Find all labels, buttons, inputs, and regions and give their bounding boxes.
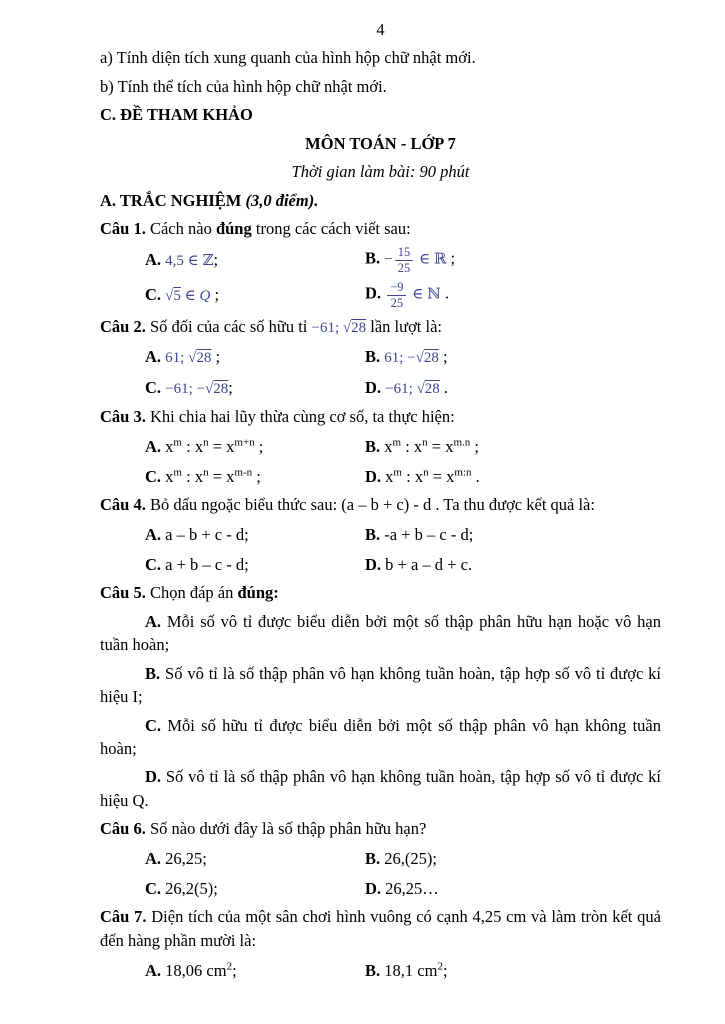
exam-title xyxy=(100,132,661,155)
text-run: 4 xyxy=(376,20,385,39)
text-run: b) Tính thể tích của hình hộp chữ nhật mới. xyxy=(100,76,387,96)
text-run: 26,25… xyxy=(385,879,439,899)
text-run: D. xyxy=(365,283,386,303)
math-sqrt xyxy=(343,320,366,336)
radicand: 28 xyxy=(423,350,439,367)
text-run: C. xyxy=(145,284,166,304)
radicand: 28 xyxy=(424,380,440,397)
text-run: D. xyxy=(365,377,386,397)
q1-options-cd xyxy=(100,280,661,310)
text-run: 18,06 cm xyxy=(165,960,227,980)
option-left xyxy=(145,465,365,488)
text-run: 61; xyxy=(165,350,189,367)
text-run: x xyxy=(165,436,174,456)
text-run: a – b + c - d; xyxy=(165,525,249,545)
text-run: C. xyxy=(145,555,166,574)
option-left xyxy=(145,345,365,369)
superscript: n xyxy=(203,466,209,479)
text-run: . xyxy=(440,283,450,303)
item-b xyxy=(100,75,661,98)
text-run: Thời gian làm bài: 90 phút xyxy=(291,162,470,182)
text-run: B. xyxy=(365,960,385,980)
question-7 xyxy=(100,905,661,952)
text-run: ∈ xyxy=(180,287,200,304)
q2-options-ab xyxy=(100,344,661,369)
text-run: a) Tính diện tích xung quanh của hình hộp chữ nhật mới. xyxy=(100,48,476,68)
fraction-numerator: 15 xyxy=(395,245,414,260)
text-run: Mỗi số hữu tỉ được biểu diễn bởi một số thập phân vô hạn không tuần hoàn; xyxy=(100,715,661,758)
superscript: m.n xyxy=(453,436,471,449)
option-left xyxy=(145,283,365,307)
text-run: Số vô tỉ là số thập phân vô hạn không tuần hoàn, tập hợp số vô tỉ được kí hiệu Q. xyxy=(100,767,661,810)
text-run: đúng: xyxy=(237,583,279,603)
text-run: Diện tích của một sân chơi hình vuông có cạnh 4,25 cm và làm tròn kết quả đến hàng phần mười là: xyxy=(100,907,661,950)
text-run: 26,2(5); xyxy=(165,879,218,899)
text-run: Số đối của các số hữu tỉ xyxy=(145,316,312,336)
text-run: A. TRẮC NGHIỆM xyxy=(100,190,246,210)
text-run: 26,(25); xyxy=(384,849,437,869)
text-run: MÔN TOÁN - LỚP 7 xyxy=(305,133,456,153)
superscript: 2 xyxy=(437,960,443,973)
superscript: n xyxy=(423,466,429,479)
text-run: ; xyxy=(254,436,264,456)
option-left xyxy=(145,376,365,400)
math-sqrt xyxy=(417,381,440,397)
text-run: Câu 1. xyxy=(100,218,146,238)
text-run: Câu 2. xyxy=(100,316,146,336)
text-run: ; xyxy=(442,960,448,980)
text-run: lần lượt là: xyxy=(366,316,443,336)
text-run: x xyxy=(165,466,174,486)
superscript: m:n xyxy=(454,466,472,479)
option-left xyxy=(145,523,365,546)
text-run: − xyxy=(384,252,393,269)
text-run: ; xyxy=(213,250,219,270)
text-run: 61; − xyxy=(384,350,416,367)
text-run: ; xyxy=(228,377,233,397)
text-run: x xyxy=(384,436,393,456)
text-run: Chọn đáp án xyxy=(145,583,238,603)
option-right xyxy=(365,959,448,982)
text-run: Số vô tỉ là số thập phân vô hạn không tuần hoàn, tập hợp số vô tỉ được kí hiệu I; xyxy=(100,663,661,707)
text-run: Câu 4. xyxy=(100,495,146,515)
superscript: m-n xyxy=(234,466,253,479)
q3-options-ab xyxy=(100,433,661,458)
text-run: a + b – c - d; xyxy=(165,555,249,574)
text-run: −61; xyxy=(311,319,343,336)
text-run: 4,5 ∈ ℤ xyxy=(165,253,214,270)
text-run: ; xyxy=(470,436,480,456)
text-run: ; xyxy=(438,347,448,367)
q4-options-ab xyxy=(100,522,661,547)
radical-sign: √ xyxy=(188,350,197,367)
text-run: 18,1 cm xyxy=(384,960,438,980)
text-run: Câu 6. xyxy=(100,819,146,839)
text-run: ; xyxy=(211,347,221,367)
math-sqrt xyxy=(165,288,181,304)
q4-options-cd xyxy=(100,552,661,577)
q7-options-ab xyxy=(100,957,661,982)
text-run: B. xyxy=(365,849,385,869)
option-right xyxy=(365,376,448,400)
text-run: = x xyxy=(428,466,455,486)
option-right xyxy=(365,847,437,870)
option-left xyxy=(145,248,365,272)
option-left xyxy=(145,877,365,900)
q6-options-ab xyxy=(100,846,661,871)
option-right xyxy=(365,435,479,458)
text-run: B. xyxy=(365,249,385,269)
text-run: ∈ ℕ xyxy=(408,286,441,303)
q1-options-ab xyxy=(100,245,661,275)
option-right xyxy=(365,245,455,275)
question-6 xyxy=(100,817,661,840)
text-run: ; xyxy=(446,249,456,269)
section-a-heading xyxy=(100,189,661,212)
radicand: 28 xyxy=(213,380,229,397)
q5-option-a xyxy=(100,610,661,657)
radical-sign: √ xyxy=(165,287,174,304)
text-run: −61; xyxy=(385,380,417,397)
fraction-numerator: −9 xyxy=(387,280,406,295)
exam-duration xyxy=(100,160,661,183)
text-run: Khi chia hai lũy thừa cùng cơ số, ta thực hiện: xyxy=(145,406,455,426)
option-left xyxy=(145,553,365,576)
q6-options-cd xyxy=(100,876,661,901)
text-run: B. xyxy=(145,663,161,683)
superscript: m xyxy=(173,466,182,479)
text-run: . xyxy=(439,377,449,397)
text-run: đúng xyxy=(215,218,252,238)
radical-sign: √ xyxy=(342,319,352,336)
radical-sign: √ xyxy=(415,350,424,367)
item-a xyxy=(100,46,661,69)
text-run: A. xyxy=(145,960,166,980)
math-fraction xyxy=(387,280,406,310)
radical-sign: √ xyxy=(205,380,214,397)
text-run: B. xyxy=(365,436,385,456)
q2-options-cd xyxy=(100,375,661,400)
superscript: m xyxy=(393,466,402,479)
text-run: = x xyxy=(427,436,454,456)
text-run: A. xyxy=(145,250,166,270)
option-right xyxy=(365,280,449,310)
text-run: Câu 3. xyxy=(100,406,146,426)
q5-option-d xyxy=(100,765,661,812)
question-2 xyxy=(100,315,661,339)
text-run: ; xyxy=(232,960,237,980)
q3-options-cd xyxy=(100,463,661,488)
page-number xyxy=(100,18,661,41)
text-run: : x xyxy=(181,466,204,486)
text-run: : x xyxy=(401,436,423,456)
text-run: 26,25; xyxy=(165,849,207,869)
text-run: Câu 7. xyxy=(100,907,147,927)
superscript: m xyxy=(392,436,402,449)
text-run: Bỏ dấu ngoặc biểu thức sau: (a – b + c) - d . Ta thu được kết quả là: xyxy=(145,495,595,515)
option-left xyxy=(145,959,365,982)
text-run: b + a – d + c. xyxy=(385,555,473,574)
text-run: −61; − xyxy=(165,380,206,397)
text-run: D. xyxy=(365,466,386,486)
text-run: Mỗi số vô tỉ được biểu diễn bởi một số thập phân hữu hạn hoặc vô hạn tuần hoàn; xyxy=(100,611,661,655)
option-right xyxy=(365,465,480,488)
option-left xyxy=(145,847,365,870)
radical-sign: √ xyxy=(416,380,425,397)
text-run: Cách nào xyxy=(145,218,216,238)
superscript: m xyxy=(173,436,182,449)
superscript: n xyxy=(422,436,428,449)
text-run: B. xyxy=(365,347,385,367)
question-1 xyxy=(100,217,661,240)
text-run: A. xyxy=(145,611,162,631)
superscript: m+n xyxy=(234,436,255,449)
fraction-denominator: 25 xyxy=(397,260,411,275)
text-run: Câu 5. xyxy=(100,583,146,603)
superscript: 2 xyxy=(226,960,233,973)
option-right xyxy=(365,553,472,576)
text-run: = x xyxy=(208,466,235,486)
text-run: A. xyxy=(145,347,166,367)
text-run: x xyxy=(385,466,394,486)
text-run: (3,0 điểm). xyxy=(245,190,319,210)
radicand: 5 xyxy=(173,287,181,304)
question-5 xyxy=(100,581,661,604)
math-sqrt xyxy=(205,381,228,397)
option-right xyxy=(365,877,439,900)
text-run: ∈ ℝ xyxy=(415,252,447,269)
text-run: A. xyxy=(145,849,166,869)
math-sqrt xyxy=(416,350,439,366)
text-run: C. ĐỀ THAM KHẢO xyxy=(100,105,253,125)
text-run: : x xyxy=(181,436,204,456)
text-run: C. xyxy=(145,377,166,397)
text-run: C. xyxy=(145,715,162,735)
option-right xyxy=(365,523,473,546)
math-sqrt xyxy=(188,350,211,366)
option-left xyxy=(145,435,365,458)
text-run: Số nào dưới đây là số thập phân hữu hạn? xyxy=(145,819,427,839)
radicand: 28 xyxy=(196,350,212,367)
text-run: D. xyxy=(365,879,386,899)
text-run: A. xyxy=(145,525,166,545)
question-3 xyxy=(100,405,661,428)
text-run: D. xyxy=(145,767,162,787)
question-4 xyxy=(100,493,661,516)
text-run: D. xyxy=(365,555,386,574)
text-run: B. xyxy=(365,525,385,545)
text-run: C. xyxy=(145,466,166,486)
q5-option-c xyxy=(100,714,661,761)
text-run: ; xyxy=(210,284,220,304)
text-run: A. xyxy=(145,436,166,456)
text-run: C. xyxy=(145,879,166,899)
text-run: ; xyxy=(252,466,261,486)
section-c-heading xyxy=(100,103,661,126)
superscript: n xyxy=(203,436,209,449)
text-run: Q xyxy=(199,287,211,304)
fraction-denominator: 25 xyxy=(390,295,404,310)
text-run: = x xyxy=(208,436,235,456)
text-run: trong các cách viết sau: xyxy=(251,218,411,238)
option-right xyxy=(365,345,448,369)
text-run: : x xyxy=(401,466,424,486)
q5-option-b xyxy=(100,662,661,709)
text-run: . xyxy=(471,466,480,486)
text-run: -a + b – c - d; xyxy=(384,525,474,545)
math-fraction xyxy=(395,245,414,275)
radicand: 28 xyxy=(351,319,367,336)
